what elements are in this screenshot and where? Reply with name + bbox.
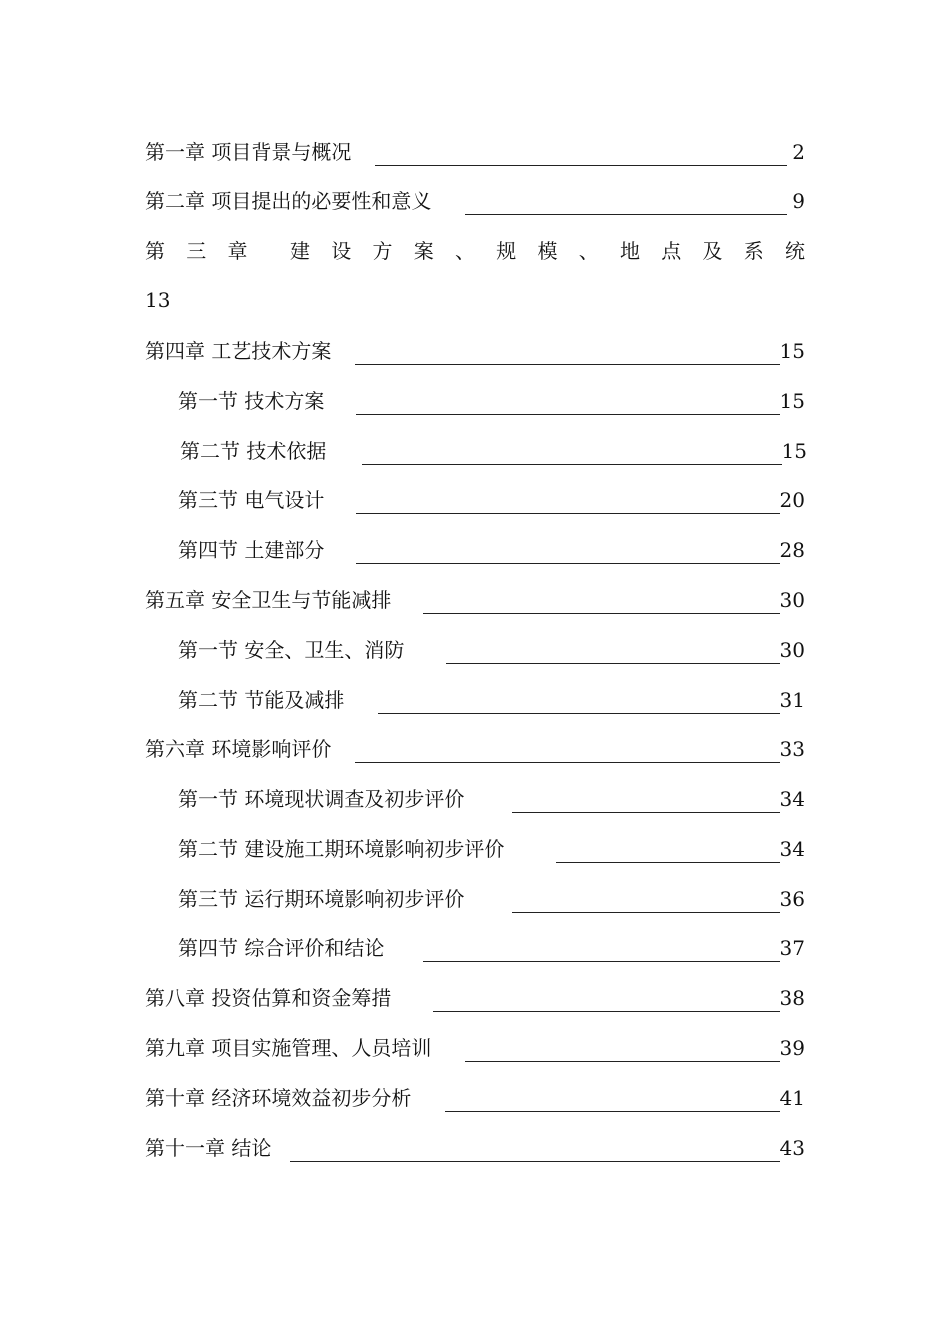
toc-entry-chapter-8[interactable]: [145, 983, 805, 1013]
toc-entry-section[interactable]: [180, 436, 807, 466]
toc-entry-page-number: 36: [779, 887, 805, 911]
toc-entry-page-number: 38: [779, 986, 805, 1010]
dot-leader: [356, 535, 780, 564]
toc-entry-label: 第二章 项目提出的必要性和意义: [145, 186, 431, 216]
toc-entry-section[interactable]: [178, 884, 805, 914]
dot-leader: [378, 685, 780, 714]
toc-entry-label: 第六章 环境影响评价: [145, 734, 331, 764]
dot-leader: [445, 1083, 780, 1112]
toc-entry-page-number: 30: [779, 638, 805, 662]
toc-entry-page-number: 2: [792, 140, 805, 164]
toc-entry-label: 第二节 节能及减排: [178, 685, 344, 715]
toc-char: 系: [743, 239, 764, 263]
toc-entry-page-number: 33: [779, 737, 805, 761]
toc-entry-page-number: 13: [145, 288, 171, 312]
dot-leader: [433, 983, 780, 1012]
toc-char: 点: [661, 239, 682, 263]
toc-entry-label: 第三节 运行期环境影响初步评价: [178, 884, 464, 914]
toc-entry-label: 第十一章 结论: [145, 1133, 271, 1163]
dot-leader: [446, 635, 780, 664]
toc-entry-chapter-11[interactable]: [145, 1133, 805, 1163]
dot-leader: [362, 436, 782, 465]
toc-char: 案: [413, 239, 434, 263]
toc-entry-page-number: 37: [779, 936, 805, 960]
toc-char: 第: [145, 239, 165, 263]
toc-entry-section[interactable]: [178, 784, 805, 814]
toc-entry-page-number: 43: [779, 1136, 805, 1160]
toc-entry-label: 第三节 电气设计: [178, 485, 324, 515]
dot-leader: [355, 734, 780, 763]
toc-entry-label: 第一节 安全、卫生、消防: [178, 635, 404, 665]
toc-entry-page-number: 34: [779, 787, 805, 811]
toc-entry-label: 第四节 综合评价和结论: [178, 933, 384, 963]
toc-entry-label: 第九章 项目实施管理、人员培训: [145, 1033, 431, 1063]
dot-leader: [423, 585, 780, 614]
toc-entry-section[interactable]: [178, 834, 805, 864]
toc-entry-section[interactable]: [178, 685, 805, 715]
dot-leader: [290, 1133, 780, 1162]
toc-entry-page-number: 30: [779, 588, 805, 612]
toc-char: 三: [186, 239, 207, 263]
toc-entry-chapter-9[interactable]: [145, 1033, 805, 1063]
toc-char: 、: [455, 239, 475, 263]
toc-entry-page-number: 20: [779, 488, 805, 512]
toc-entry-page-number: 41: [779, 1086, 805, 1110]
toc-char: 统: [785, 239, 805, 263]
toc-char: 章: [227, 239, 248, 263]
toc-entry-label: 第四章 工艺技术方案: [145, 336, 331, 366]
dot-leader: [356, 386, 780, 415]
toc-entry-page-number: 15: [779, 389, 805, 413]
toc-char: 模: [537, 239, 558, 263]
toc-char: 地: [620, 239, 640, 263]
toc-entry-chapter-10[interactable]: [145, 1083, 805, 1113]
toc-entry-label: 第二节 建设施工期环境影响初步评价: [178, 834, 504, 864]
toc-entry-section[interactable]: [178, 535, 805, 565]
toc-char: 及: [702, 239, 723, 263]
toc-entry-label: 第五章 安全卫生与节能减排: [145, 585, 391, 615]
toc-entry-label: 第十章 经济环境效益初步分析: [145, 1083, 411, 1113]
toc-char: 、: [578, 239, 599, 263]
toc-entry-section[interactable]: [178, 635, 805, 665]
toc-entry-label: 第一节 技术方案: [178, 386, 324, 416]
toc-char: 方: [372, 239, 393, 263]
toc-entry-page-number: 34: [779, 837, 805, 861]
toc-entry-label: 第一节 环境现状调查及初步评价: [178, 784, 464, 814]
dot-leader: [375, 137, 787, 166]
toc-entry-label: 第一章 项目背景与概况: [145, 137, 351, 167]
toc-char: 建: [290, 239, 310, 263]
toc-entry-section[interactable]: [178, 485, 805, 515]
toc-entry-page-number: 31: [779, 688, 805, 712]
toc-entry-section[interactable]: [178, 933, 805, 963]
toc-entry-page-number: 39: [779, 1036, 805, 1060]
toc-entry-section[interactable]: [178, 386, 805, 416]
toc-entry-label: 第八章 投资估算和资金筹措: [145, 983, 391, 1013]
toc-entry-page-number: 15: [781, 439, 807, 463]
toc-entry-page-number: 15: [779, 339, 805, 363]
dot-leader: [556, 834, 780, 863]
toc-entry-chapter-2[interactable]: [145, 186, 805, 216]
dot-leader: [423, 933, 780, 962]
toc-char: 规: [496, 239, 517, 263]
dot-leader: [465, 1033, 780, 1062]
toc-entry-page-number: 9: [792, 189, 805, 213]
dot-leader: [355, 336, 780, 365]
toc-char: 设: [331, 239, 352, 263]
toc-entry-chapter-5[interactable]: [145, 585, 805, 615]
toc-entry-label: 第二节 技术依据: [180, 436, 326, 466]
toc-entry-label: 第四节 土建部分: [178, 535, 324, 565]
dot-leader: [512, 784, 780, 813]
toc-entry-chapter-6[interactable]: [145, 734, 805, 764]
dot-leader: [356, 485, 780, 514]
toc-entry-chapter-4[interactable]: [145, 336, 805, 366]
toc-entry-chapter-3[interactable]: [145, 236, 805, 266]
toc-entry-chapter-1[interactable]: [145, 137, 805, 167]
dot-leader: [512, 884, 780, 913]
dot-leader: [465, 186, 787, 215]
toc-entry-page-number: 28: [779, 538, 805, 562]
